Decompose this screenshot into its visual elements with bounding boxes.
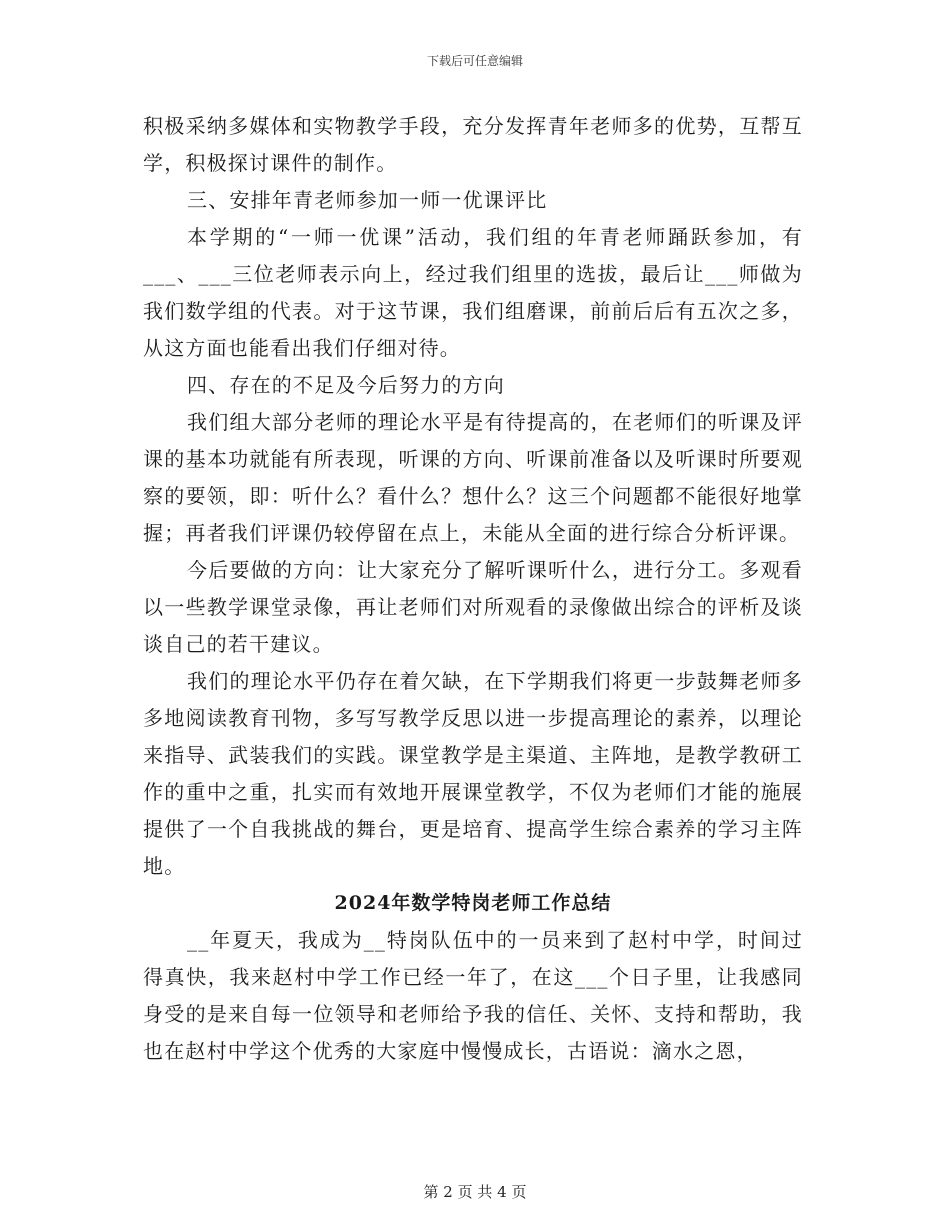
section-heading: 四、存在的不足及今后努力的方向: [187, 373, 505, 397]
paragraph: 积极采纳多媒体和实物教学手段，充分发挥青年老师多的优势，互帮互学，积极探讨课件的制作。: [143, 114, 803, 175]
paragraph: 本学期的“一师一优课”活动，我们组的年青老师踊跃参加，有___、___三位老师表示向上，经过我们组里的选拔，最后让___师做为我们数学组的代表。对于这节课，我们组磨课，前前后后有五次之多，从这方面也能看出我们仔细对待。: [143, 225, 803, 360]
page-number: 第 2 页 共 4 页: [423, 1183, 527, 1201]
paragraph: 今后要做的方向：让大家充分了解听课听什么，进行分工。多观看以一些教学课堂录像，再让老师们对所观看的录像做出综合的评析及谈谈自己的若干建议。: [143, 558, 803, 656]
paragraph: 我们的理论水平仍存在着欠缺，在下学期我们将更一步鼓舞老师多多地阅读教育刊物，多写写教学反思以进一步提高理论的素养，以理论来指导、武装我们的实践。课堂教学是主渠道、主阵地，是教学教研工作的重中之重，扎实而有效地开展课堂教学，不仅为老师们才能的施展提供了一个自我挑战的舞台，更是培育、提高学生综合素养的学习主阵地。: [143, 669, 803, 878]
paragraph: __年夏天，我成为__特岗队伍中的一员来到了赵村中学，时间过得真快，我来赵村中学工作已经一年了，在这___个日子里，让我感同身受的是来自每一位领导和老师给予我的信任、关怀、支持和帮助，我也在赵村中学这个优秀的大家庭中慢慢成长，古语说：滴水之恩，: [143, 928, 803, 1063]
section-heading: 三、安排年青老师参加一师一优课评比: [187, 188, 548, 212]
document-title: 2024年数学特岗老师工作总结: [334, 892, 612, 914]
paragraph: 我们组大部分老师的理论水平是有待提高的，在老师们的听课及评课的基本功就能有所表现，听课的方向、听课前准备以及听课时所要观察的要领，即：听什么？看什么？想什么？这三个问题都不能很好地掌握；再者我们评课仍较停留在点上，未能从全面的进行综合分析评课。: [143, 410, 803, 545]
document-body: [143, 108, 803, 1070]
page-header: 下载后可任意编辑: [426, 54, 523, 68]
